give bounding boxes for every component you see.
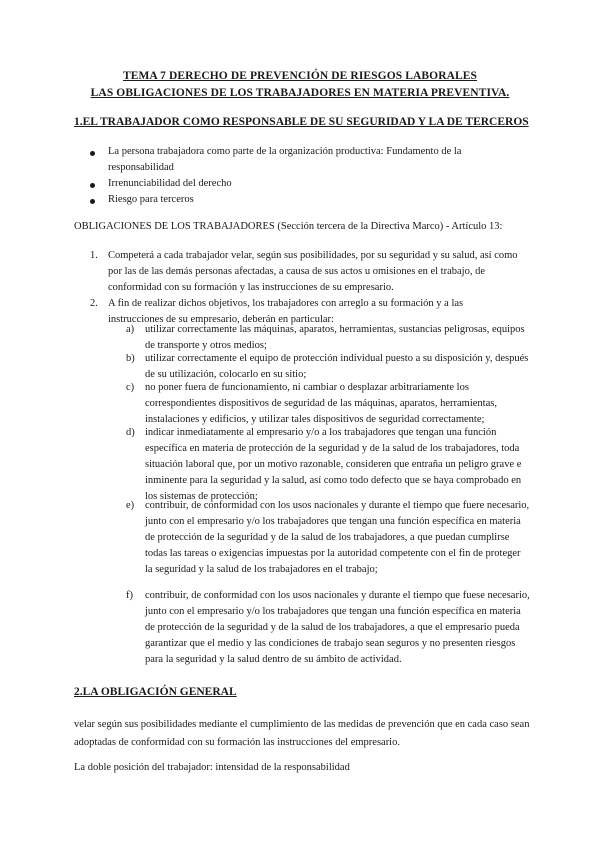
section-2-paragraph-2: La doble posición del trabajador: intensidad de la responsabilidad bbox=[74, 762, 350, 773]
lettered-item-c-letter: c) bbox=[126, 382, 135, 393]
document-title-line-2: LAS OBLIGACIONES DE LOS TRABAJADORES EN MATERIA PREVENTIVA. bbox=[90, 87, 510, 99]
bullet-dot-icon bbox=[90, 199, 95, 204]
lettered-item-c-text: no poner fuera de funcionamiento, ni cambiar o desplazar arbitrariamente los correspondientes dispositivos de seguridad de las máquinas, aparatos, herramientas, instalaciones y edificios, y utilizar tales dispositivos de seguridad correctamente; bbox=[145, 382, 497, 425]
lettered-item-e-letter: e) bbox=[126, 500, 135, 511]
numbered-item-2-text: A fin de realizar dichos objetivos, los trabajadores con arreglo a su formación y a las instrucciones de su empresario, deberán en particular: bbox=[108, 298, 464, 325]
bullet-item-2: Irrenunciabilidad del derecho bbox=[108, 178, 232, 189]
section-1-heading: 1.EL TRABAJADOR COMO RESPONSABLE DE SU SEGURIDAD Y LA DE TERCEROS bbox=[74, 116, 529, 128]
section-2-heading: 2.LA OBLIGACIÓN GENERAL bbox=[74, 686, 237, 698]
bullet-item-1: La persona trabajadora como parte de la organización productiva: Fundamento de la responsabilidad bbox=[108, 146, 462, 173]
bullet-dot-icon bbox=[90, 183, 95, 188]
bullet-dot-icon bbox=[90, 151, 95, 156]
lettered-item-d-text: indicar inmediatamente al empresario y/o a los trabajadores que tengan una función específica en materia de protección de la seguridad y de la salud de los trabajadores, toda situación laboral que, por un motivo razonable, consideren que entraña un peligro grave e inminente para la seguridad y la salud, así como todo defecto que se haya comprobado en los sistemas de protección; bbox=[145, 427, 522, 502]
obligaciones-intro: OBLIGACIONES DE LOS TRABAJADORES (Sección tercera de la Directiva Marco) - Artículo 13: bbox=[74, 221, 503, 232]
lettered-item-b-text: utilizar correctamente el equipo de protección individual puesto a su disposición y, después de su utilización, colocarlo en su sitio; bbox=[145, 353, 529, 380]
section-2-paragraph-1: velar según sus posibilidades mediante el cumplimiento de las medidas de prevención que en cada caso sean adoptadas de conformidad con su formación las instrucciones del empresario. bbox=[74, 719, 530, 748]
numbered-item-1-text: Competerá a cada trabajador velar, según sus posibilidades, por su seguridad y su salud, así como por las de las demás personas afectadas, a causa de sus actos u omisiones en el trabajo, de conformidad con su formación y las instrucciones de su empresario. bbox=[108, 250, 518, 293]
lettered-item-f-text: contribuir, de conformidad con los usos nacionales y durante el tiempo que fuese necesario, junto con el empresario y/o los trabajadores que tengan una función específica en materia de protección de la seguridad y de la salud de los trabajadores, a que el empresario pueda garantizar que el medio y las condiciones de trabajo sean seguros y no presenten riesgos para la seguridad y la salud dentro de su ámbito de actividad. bbox=[145, 590, 530, 665]
bullet-item-3: Riesgo para terceros bbox=[108, 194, 194, 205]
lettered-item-f-letter: f) bbox=[126, 590, 133, 601]
numbered-item-1-number: 1. bbox=[90, 250, 98, 261]
lettered-item-d-letter: d) bbox=[126, 427, 135, 438]
lettered-item-b-letter: b) bbox=[126, 353, 135, 364]
lettered-item-a-letter: a) bbox=[126, 324, 135, 335]
lettered-item-e-text: contribuir, de conformidad con los usos nacionales y durante el tiempo que fuere necesario, junto con el empresario y/o los trabajadores que tengan una función específica en materia de protección de la seguridad y de la salud de los trabajadores, a que puedan cumplirse todas las tareas o exigencias impuestas por la autoridad competente con el fin de proteger la seguridad y la salud de los trabajadores en el trabajo; bbox=[145, 500, 530, 575]
lettered-item-a-text: utilizar correctamente las máquinas, aparatos, herramientas, sustancias peligrosas, equipos de transporte y otros medios; bbox=[145, 324, 525, 351]
document-title-line-1: TEMA 7 DERECHO DE PREVENCIÓN DE RIESGOS LABORALES bbox=[122, 70, 478, 82]
numbered-item-2-number: 2. bbox=[90, 298, 98, 309]
